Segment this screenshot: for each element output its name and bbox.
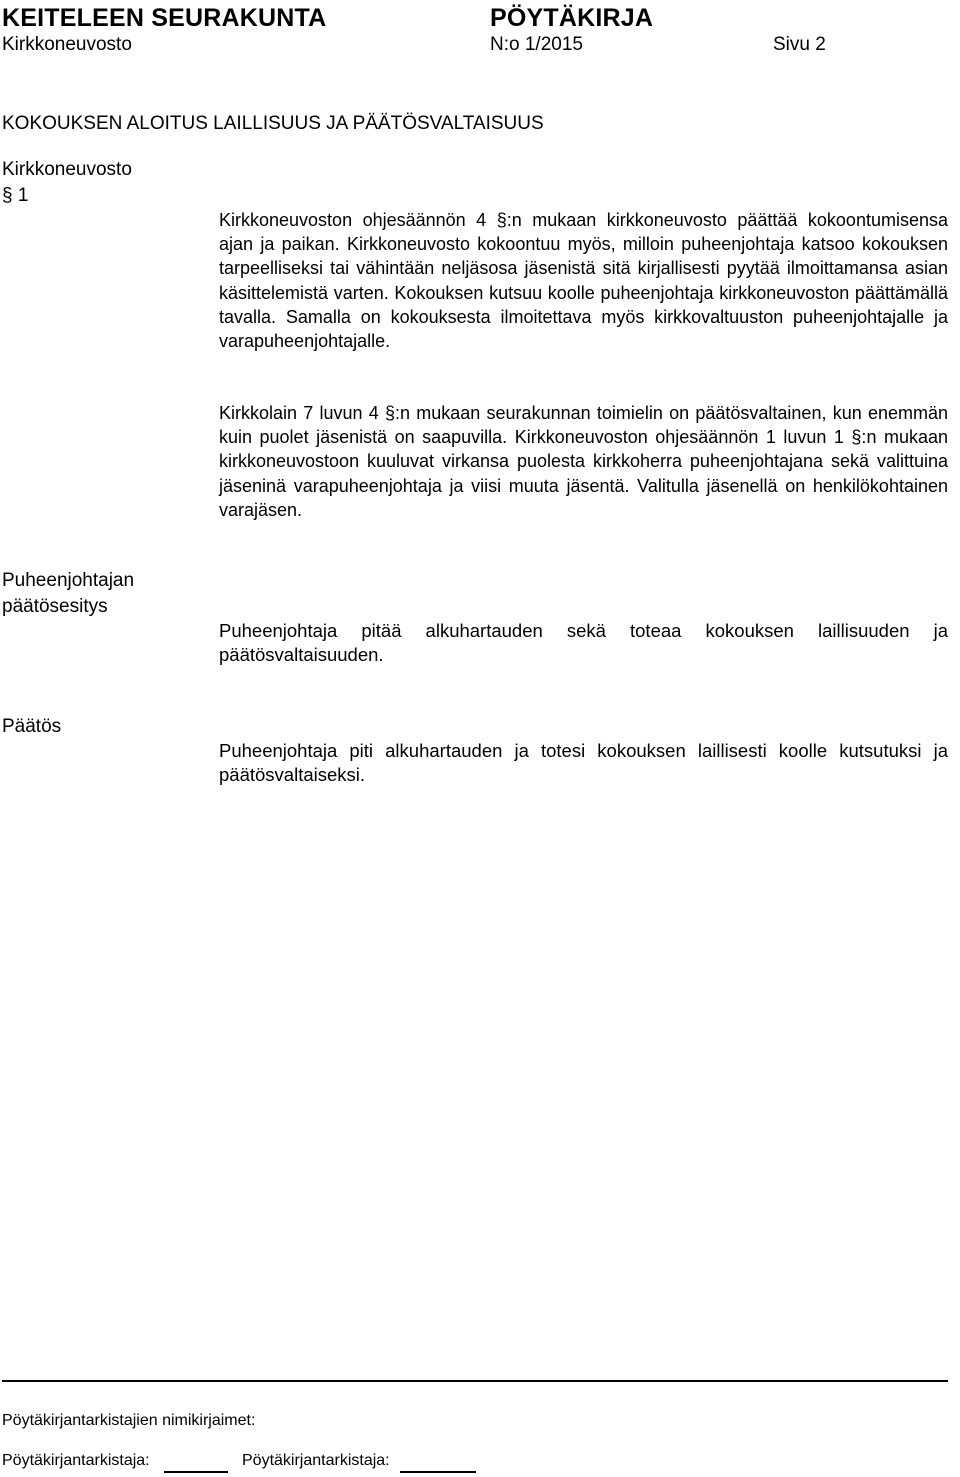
- document-number: N:o 1/2015: [490, 34, 583, 55]
- checker-2-signature-line: [400, 1471, 476, 1473]
- initials-label: Pöytäkirjantarkistajien nimikirjaimet:: [2, 1412, 256, 1429]
- document-type: PÖYTÄKIRJA: [490, 4, 654, 32]
- proposal-label-line-1: Puheenjohtajan: [2, 570, 135, 591]
- proposal-label-line-2: päätösesitys: [2, 596, 108, 617]
- body-name: Kirkkoneuvosto: [2, 34, 132, 55]
- proposal-text: Puheenjohtaja pitää alkuhartauden sekä toteaa kokouksen laillisuuden ja päätösvaltaisuuden.: [219, 620, 948, 666]
- section-title: KOKOUKSEN ALOITUS LAILLISUUS JA PÄÄTÖSVALTAISUUS: [2, 113, 544, 134]
- organization-name: KEITELEEN SEURAKUNTA: [2, 4, 327, 32]
- checker-2-label: Pöytäkirjantarkistaja:: [242, 1452, 390, 1469]
- footer-divider: [2, 1380, 948, 1382]
- checker-1-signature-line: [164, 1471, 228, 1473]
- paragraph-marker: [2, 183, 28, 209]
- paragraph-number: 1: [17, 185, 29, 206]
- decision-label: Päätös: [2, 716, 62, 737]
- body-paragraph-2: Kirkkolain 7 luvun 4 §:n mukaan seurakunnan toimielin on päätösvaltainen, kun enemmän kuin puolet jäsenistä on saapuvilla. Kirkkoneuvoston ohjesäännön 1 luvun 1 §:n mukaan kirkkoneuvostoon kuuluvat virkansa puolesta kirkkoherra puheenjohtajana sekä valittuina jäseninä varapuheenjohtaja ja viisi muuta jäsentä. Valitulla jäsenellä on henkilökohtainen varajäsen.: [219, 403, 948, 520]
- organ-label: Kirkkoneuvosto: [2, 159, 132, 180]
- decision-text: Puheenjohtaja piti alkuhartauden ja totesi kokouksen laillisesti koolle kutsutuksi ja päätösvaltaiseksi.: [219, 740, 948, 786]
- checker-1-label: Pöytäkirjantarkistaja:: [2, 1452, 150, 1469]
- proposal-label: [2, 568, 134, 620]
- section-sign: §: [2, 185, 13, 206]
- page-number: Sivu 2: [773, 34, 826, 55]
- body-paragraph-1: Kirkkoneuvoston ohjesäännön 4 §:n mukaan kirkkoneuvosto päättää kokoontumisensa ajan ja paikan. Kirkkoneuvosto kokoontuu myös, milloin puheenjohtaja katsoo kokouksen tarpeelliseksi tai vähintään neljäsosa jäsenistä sitä kirjallisesti pyytää ilmoittamansa asian käsittelemistä varten. Kokouksen kutsuu koolle puheenjohtaja kirkkoneuvoston päättämällä tavalla. Samalla on kokouksesta ilmoitettava myös kirkkovaltuuston puheenjohtajalle ja varapuheenjohtajalle.: [219, 210, 948, 352]
